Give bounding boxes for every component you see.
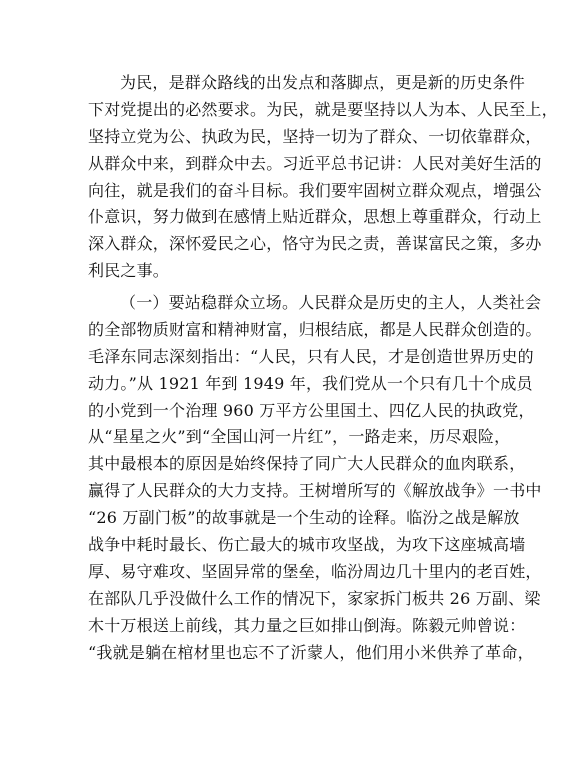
paragraph-line: 下对党提出的必然要求。为民，就是要坚持以人为本、人民至上，: [88, 99, 558, 119]
paragraph-line: 厚、易守难攻、坚固异常的堡垒，临汾周边几十里内的老百姓，: [88, 561, 542, 581]
paragraph-line: 的全部物质财富和精神财富，归根结底，都是人民群众创造的。: [88, 319, 542, 339]
paragraph-line: 利民之事。: [88, 261, 170, 281]
paragraph-line: 动力。”从 1921 年到 1949 年，我们党从一个只有几十个成员: [88, 373, 533, 393]
paragraph-line: 赢得了人民群众的大力支持。王树增所写的《解放战争》一书中: [88, 481, 542, 501]
paragraph-line: “我就是躺在棺材里也忘不了沂蒙人，他们用小米供养了革命，: [88, 642, 534, 662]
paragraph-line: 向往，就是我们的奋斗目标。我们要牢固树立群众观点，增强公: [88, 180, 542, 200]
paragraph-line: 毛泽东同志深刻指出：“人民，只有人民，才是创造世界历史的: [88, 346, 534, 366]
paragraph-line: 木十万根送上前线，其力量之巨如排山倒海。陈毅元帅曾说：: [88, 615, 526, 635]
paragraph-line: 战争中耗时最长、伤亡最大的城市攻坚战，为攻下这座城高墙: [88, 535, 526, 555]
paragraph-2: [88, 290, 542, 666]
paragraph-line: 坚持立党为公、执政为民，坚持一切为了群众、一切依靠群众，: [88, 126, 542, 146]
paragraph-line: 从“星星之火”到“全国山河一片红”，一路走来，历尽艰险，: [88, 427, 511, 447]
paragraph-line: 为民，是群众路线的出发点和落脚点，更是新的历史条件: [120, 73, 526, 92]
paragraph-line: 从群众中来，到群众中去。习近平总书记讲：人民对美好生活的: [88, 153, 542, 173]
paragraph-line: 深入群众，深怀爱民之心，恪守为民之责，善谋富民之策，多办: [88, 234, 542, 254]
paragraph-line: 其中最根本的原因是始终保持了同广大人民群众的血肉联系，: [88, 454, 526, 474]
paragraph-line: “26 万副门板”的故事就是一个生动的诠释。临汾之战是解放: [88, 508, 520, 528]
paragraph-line: 的小党到一个治理 960 万平方公里国土、四亿人民的执政党，: [88, 400, 535, 420]
paragraph-line: 仆意识，努力做到在感情上贴近群众，思想上尊重群众，行动上: [88, 207, 542, 227]
paragraph-1: [88, 70, 558, 285]
paragraph-line: （一）要站稳群众立场。人民群众是历史的主人，人类社会: [120, 293, 542, 312]
paragraph-line: 在部队几乎没做什么工作的情况下，家家拆门板共 26 万副、梁: [88, 588, 541, 608]
